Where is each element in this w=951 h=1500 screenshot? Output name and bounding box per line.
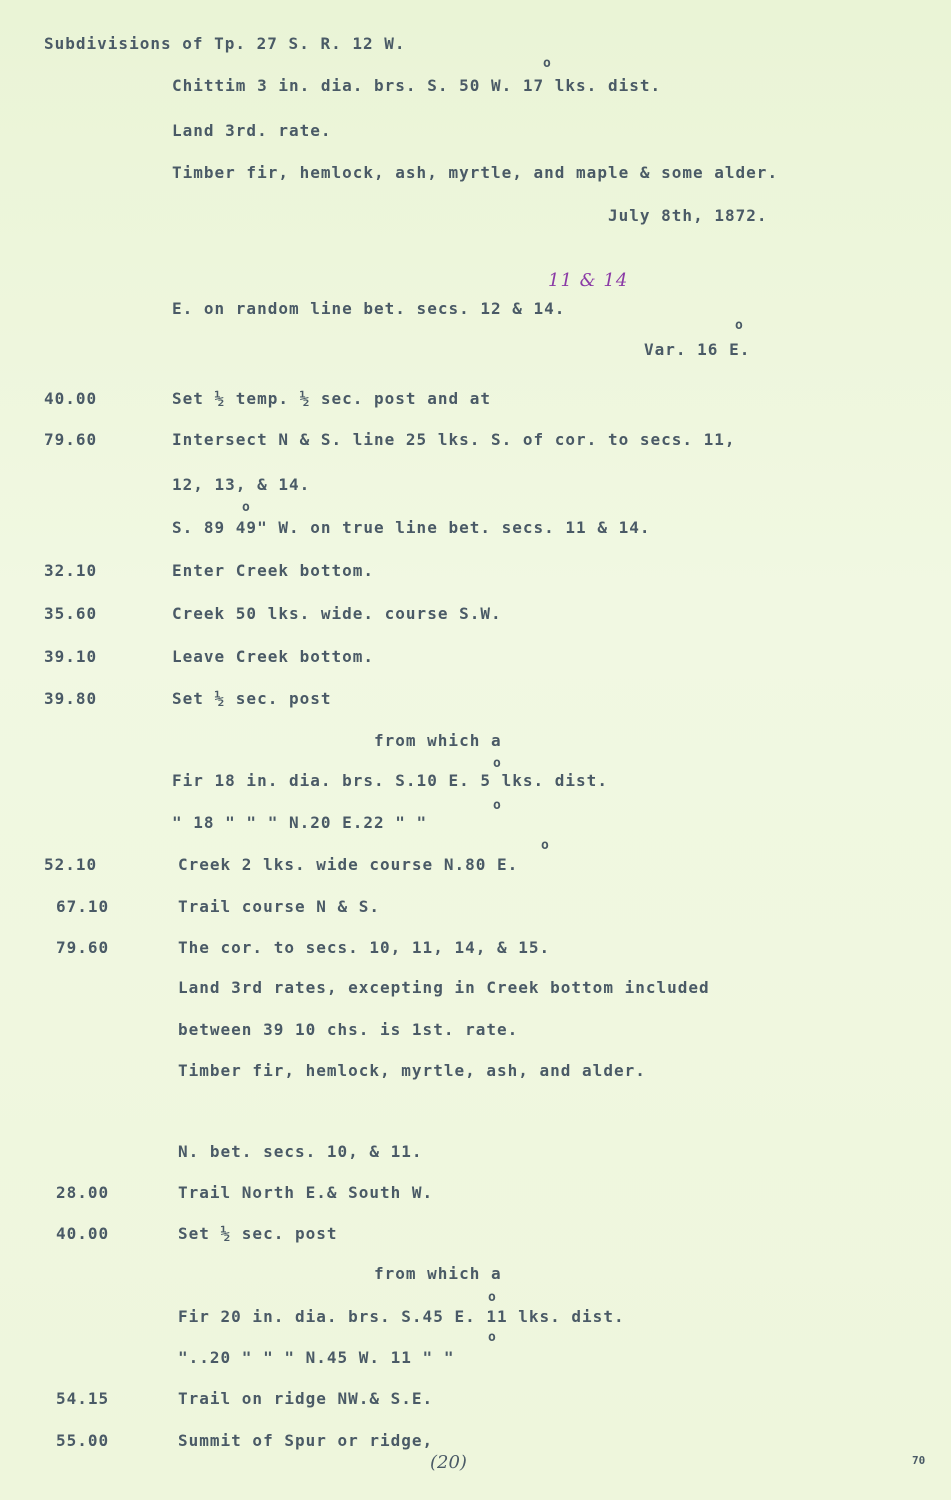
header-title xyxy=(0,34,951,64)
entry-text: from which a xyxy=(374,1264,502,1283)
entry-line xyxy=(0,1348,951,1378)
entry-line xyxy=(0,1102,951,1132)
degree-mark: o xyxy=(735,318,743,333)
entry-line xyxy=(0,1307,951,1337)
chainage-number: 39.10 xyxy=(44,647,98,666)
entry-text: Leave Creek bottom. xyxy=(172,647,375,666)
chainage-number: 79.60 xyxy=(44,430,98,449)
entry-line xyxy=(0,731,951,761)
entry-text: Intersect N & S. line 25 lks. S. of cor. to secs. 11, xyxy=(172,430,736,449)
entry-text: Trail course N & S. xyxy=(178,897,381,916)
page-number: (20) xyxy=(430,1452,467,1473)
entry-line xyxy=(0,389,951,419)
entry-line xyxy=(0,1431,951,1461)
entry-line xyxy=(0,1183,951,1213)
entry-line xyxy=(0,561,951,591)
entry-text: Set ½ temp. ½ sec. post and at xyxy=(172,389,491,408)
chainage-number: 40.00 xyxy=(44,389,98,408)
entry-text: Set ½ sec. post xyxy=(172,689,332,708)
entry-text: Creek 2 lks. wide course N.80 E. xyxy=(178,855,519,874)
chainage-number: 54.15 xyxy=(56,1389,110,1408)
chainage-number: 39.80 xyxy=(44,689,98,708)
entry-text: Fir 18 in. dia. brs. S.10 E. 5 lks. dist. xyxy=(172,771,608,790)
entry-text: " 18 " " " N.20 E.22 " " xyxy=(172,813,428,832)
corner-mark: 70 xyxy=(912,1454,926,1467)
entry-text: Creek 50 lks. wide. course S.W. xyxy=(172,604,502,623)
degree-mark: o xyxy=(488,1330,496,1345)
degree-mark: o xyxy=(493,756,501,771)
header-date: July 8th, 1872. xyxy=(608,206,768,225)
entry-line xyxy=(0,855,951,885)
header-line-4: Timber fir, hemlock, ash, myrtle, and maple & some alder. xyxy=(172,163,779,182)
entry-line xyxy=(0,1224,951,1254)
chainage-number: 40.00 xyxy=(56,1224,110,1243)
degree-mark: o xyxy=(242,500,250,515)
entry-line xyxy=(0,518,951,548)
entry-text: Trail on ridge NW.& S.E. xyxy=(178,1389,434,1408)
entry-text: Land 3rd rates, excepting in Creek bottom included xyxy=(178,978,710,997)
entry-text: Fir 20 in. dia. brs. S.45 E. 11 lks. dist. xyxy=(178,1307,625,1326)
entry-line xyxy=(0,938,951,968)
degree-mark: o xyxy=(541,838,549,853)
entry-text: 12, 13, & 14. xyxy=(172,475,311,494)
chainage-number: 32.10 xyxy=(44,561,98,580)
entry-text: The cor. to secs. 10, 11, 14, & 15. xyxy=(178,938,551,957)
degree-mark: o xyxy=(488,1290,496,1305)
entry-line xyxy=(0,430,951,460)
entry-text: Enter Creek bottom. xyxy=(172,561,375,580)
entry-line xyxy=(0,604,951,634)
degree-mark: o xyxy=(543,56,551,71)
header-line-3: Land 3rd. rate. xyxy=(172,121,332,140)
entry-line xyxy=(0,1142,951,1172)
entry-line xyxy=(0,689,951,719)
handwritten-annotation: 11 & 14 xyxy=(548,270,629,291)
header-line-1: Subdivisions of Tp. 27 S. R. 12 W. xyxy=(44,34,406,53)
entry-text: N. bet. secs. 10, & 11. xyxy=(178,1142,423,1161)
entry-line xyxy=(0,1389,951,1419)
entry-line xyxy=(0,1264,951,1294)
entry-text: Trail North E.& South W. xyxy=(178,1183,434,1202)
entry-text: "..20 " " " N.45 W. 11 " " xyxy=(178,1348,455,1367)
entry-line xyxy=(0,897,951,927)
chainage-number: 52.10 xyxy=(44,855,98,874)
variation-label: Var. 16 E. xyxy=(644,340,751,359)
entry-line xyxy=(0,1061,951,1091)
entry-text: Set ½ sec. post xyxy=(178,1224,338,1243)
entry-line xyxy=(0,1020,951,1050)
chainage-number: 55.00 xyxy=(56,1431,110,1450)
entry-line xyxy=(0,475,951,505)
entry-text: Timber fir, hemlock, myrtle, ash, and alder. xyxy=(178,1061,646,1080)
random-line-heading: E. on random line bet. secs. 12 & 14. xyxy=(172,299,566,318)
chainage-number: 79.60 xyxy=(56,938,110,957)
entry-line xyxy=(0,978,951,1008)
header-line-2: Chittim 3 in. dia. brs. S. 50 W. 17 lks. dist. xyxy=(172,76,662,95)
entry-line xyxy=(0,771,951,801)
entry-text: between 39 10 chs. is 1st. rate. xyxy=(178,1020,519,1039)
chainage-number: 67.10 xyxy=(56,897,110,916)
entry-line xyxy=(0,647,951,677)
entry-text: S. 89 49" W. on true line bet. secs. 11 & 14. xyxy=(172,518,651,537)
entry-text: Summit of Spur or ridge, xyxy=(178,1431,434,1450)
degree-mark: o xyxy=(493,798,501,813)
chainage-number: 35.60 xyxy=(44,604,98,623)
entry-line xyxy=(0,813,951,843)
chainage-number: 28.00 xyxy=(56,1183,110,1202)
entry-text: from which a xyxy=(374,731,502,750)
